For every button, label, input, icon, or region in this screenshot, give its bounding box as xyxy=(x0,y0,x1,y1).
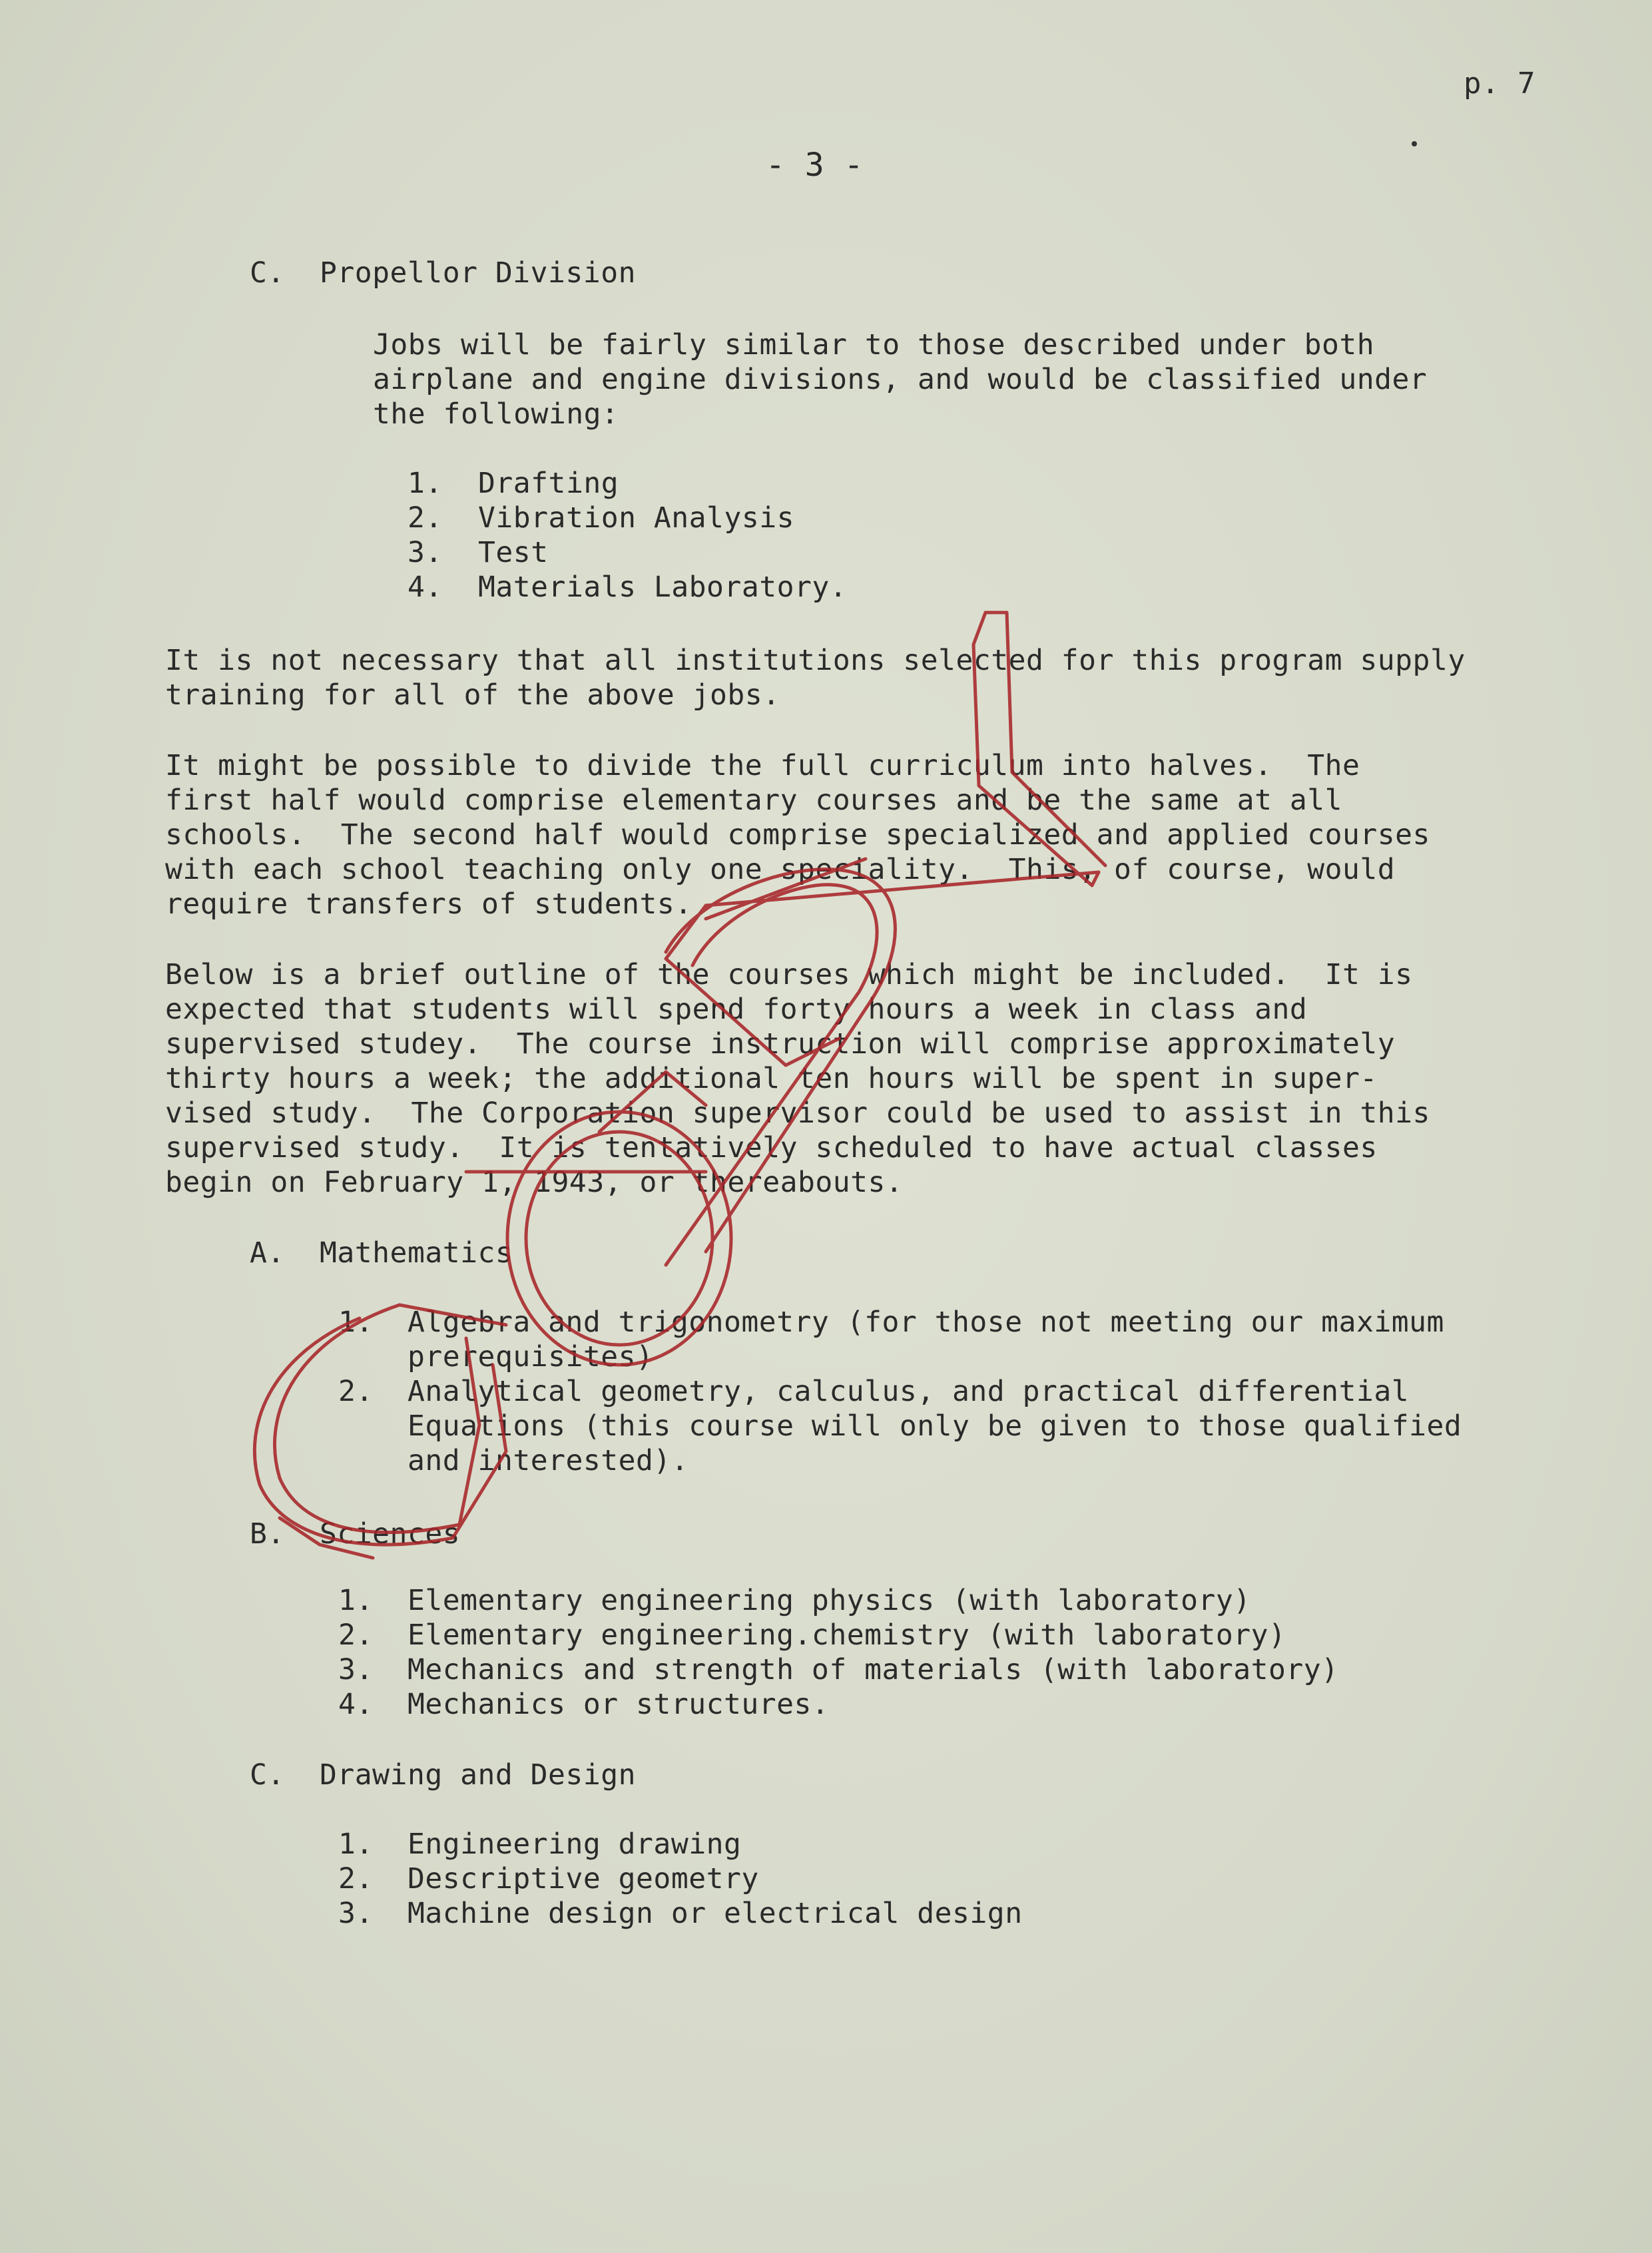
list-item: and interested). xyxy=(408,1444,689,1477)
list-number: 2. xyxy=(338,1619,374,1652)
page-label: p. 7 xyxy=(1464,67,1535,101)
list-number: 4. xyxy=(338,1688,374,1721)
list-item: Elementary engineering.chemistry (with laboratory) xyxy=(408,1619,1286,1652)
text-line: Below is a brief outline of the courses which might be included. It is xyxy=(165,958,1413,991)
ink-speck xyxy=(1412,141,1417,146)
section-heading: Drawing and Design xyxy=(320,1758,636,1792)
list-number: 3. xyxy=(338,1897,374,1930)
list-item: Elementary engineering physics (with laboratory) xyxy=(408,1584,1251,1617)
list-item: Machine design or electrical design xyxy=(408,1897,1023,1930)
list-item: Engineering drawing xyxy=(408,1828,742,1861)
section-letter: B. xyxy=(250,1517,285,1551)
section-heading: Sciences xyxy=(320,1517,461,1551)
list-item: prerequisites) xyxy=(408,1340,654,1374)
list-number: 1. xyxy=(408,467,443,500)
text-line: It is not necessary that all institutions selected for this program supply xyxy=(165,644,1466,677)
text-line: with each school teaching only one speciality. This, of course, would xyxy=(165,853,1396,886)
list-item: Mechanics or structures. xyxy=(408,1688,830,1721)
list-number: 1. xyxy=(338,1584,374,1617)
text-line: expected that students will spend forty hours a week in class and xyxy=(165,993,1308,1026)
text-line: It might be possible to divide the full curriculum into halves. The xyxy=(165,749,1360,782)
text-line: supervised studey. The course instruction will comprise approximately xyxy=(165,1027,1396,1061)
section-heading: Mathematics xyxy=(320,1236,513,1270)
text-line: thirty hours a week; the additional ten hours will be spent in super- xyxy=(165,1062,1378,1095)
list-number: 1. xyxy=(338,1306,374,1339)
text-line: the following: xyxy=(373,397,619,431)
section-letter: C. xyxy=(250,1758,285,1792)
text-line: Jobs will be fairly similar to those described under both xyxy=(373,328,1375,362)
list-item: Materials Laboratory. xyxy=(478,571,848,604)
list-number: 2. xyxy=(338,1862,374,1895)
section-letter: C. xyxy=(250,256,285,290)
list-item: Algebra and trigonometry (for those not meeting our maximum xyxy=(408,1306,1444,1339)
list-number: 2. xyxy=(408,501,443,535)
text-line: require transfers of students. xyxy=(165,887,692,921)
text-line: training for all of the above jobs. xyxy=(165,678,780,712)
section-letter: A. xyxy=(250,1236,285,1270)
list-item: Equations (this course will only be given to those qualified xyxy=(408,1409,1462,1443)
list-item: Vibration Analysis xyxy=(478,501,794,535)
list-number: 2. xyxy=(338,1375,374,1408)
list-number: 3. xyxy=(408,536,443,569)
text-line: schools. The second half would comprise specialized and applied courses xyxy=(165,818,1430,852)
list-number: 3. xyxy=(338,1653,374,1686)
page-number: - 3 - xyxy=(766,146,864,184)
list-item: Test xyxy=(478,536,549,569)
list-item: Mechanics and strength of materials (with laboratory) xyxy=(408,1653,1339,1686)
text-line: vised study. The Corporation supervisor could be used to assist in this xyxy=(165,1097,1430,1130)
list-item: Analytical geometry, calculus, and practical differential xyxy=(408,1375,1410,1408)
text-line: airplane and engine divisions, and would be classified under xyxy=(373,363,1428,396)
text-line: begin on February 1, 1943, or thereabouts. xyxy=(165,1166,904,1199)
text-line: first half would comprise elementary courses and be the same at all xyxy=(165,784,1343,817)
list-item: Descriptive geometry xyxy=(408,1862,759,1895)
list-number: 4. xyxy=(408,571,443,604)
list-item: Drafting xyxy=(478,467,619,500)
section-heading: Propellor Division xyxy=(320,256,636,290)
text-line: supervised study. It is tentatively scheduled to have actual classes xyxy=(165,1131,1378,1164)
list-number: 1. xyxy=(338,1828,374,1861)
